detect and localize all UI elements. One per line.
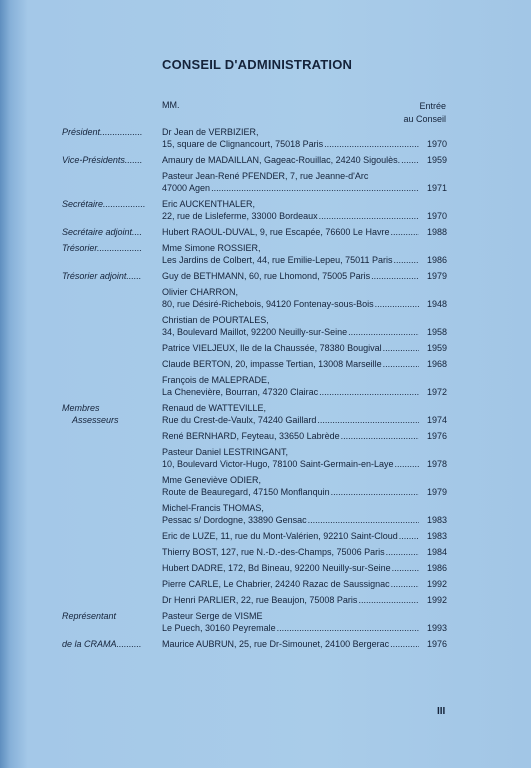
role-label: Représentant (62, 611, 117, 621)
member-row (0, 562, 531, 574)
entry-line (162, 610, 447, 622)
member-row (0, 226, 531, 238)
member-name: Thierry BOST, 127, rue N.-D.-des-Champs, 75006 Paris (162, 547, 385, 557)
entry-year: 1948 (426, 299, 447, 309)
member-entry (162, 402, 447, 426)
entry-year: 1983 (426, 515, 447, 525)
dot-leader (394, 458, 419, 470)
entry-year: 1959 (426, 155, 447, 165)
entry-year: 1992 (426, 579, 447, 589)
member-name: Pasteur Daniel LESTRINGANT, (162, 447, 289, 457)
member-name: Patrice VIELJEUX, Ile de la Chaussée, 78380 Bougival (162, 343, 382, 353)
member-name: François de MALEPRADE, (162, 375, 270, 385)
member-name: Eric AUCKENTHALER, (162, 199, 256, 209)
member-row (0, 358, 531, 370)
dot-leader (392, 562, 419, 574)
entry-line (162, 358, 447, 370)
dot-leader (331, 486, 419, 498)
mm-heading: MM. (162, 100, 180, 110)
entry-line (162, 286, 447, 298)
entry-line (162, 154, 447, 166)
entry-year: 1976 (426, 639, 447, 649)
row-gap (0, 650, 531, 654)
entry-year: 1978 (426, 459, 447, 469)
dot-leader (211, 182, 419, 194)
member-entry (162, 342, 447, 354)
member-row (0, 126, 531, 150)
member-name: Claude BERTON, 20, impasse Tertian, 13008 Marseille (162, 359, 382, 369)
member-row (0, 446, 531, 470)
entry-line (162, 514, 447, 526)
entry-year: 1986 (426, 563, 447, 573)
member-row (0, 546, 531, 558)
member-address: 22, rue de Lisleferme, 33000 Bordeaux (162, 211, 318, 221)
member-name: Mme Geneviève ODIER, (162, 475, 262, 485)
member-row (0, 430, 531, 442)
entry-line (162, 402, 447, 414)
entry-line (162, 182, 447, 194)
dot-leader (317, 414, 419, 426)
member-entry (162, 446, 447, 470)
member-name: Christian de POURTALES, (162, 315, 269, 325)
member-name: Michel-Francis THOMAS, (162, 503, 264, 513)
entry-line (162, 530, 447, 542)
member-row (0, 170, 531, 194)
member-entry (162, 546, 447, 558)
member-name: Hubert DADRE, 172, Bd Bineau, 92200 Neuilly-sur-Seine (162, 563, 391, 573)
entry-line (162, 486, 447, 498)
member-name: Pierre CARLE, Le Chabrier, 24240 Razac de Saussignac (162, 579, 390, 589)
member-name: Olivier CHARRON, (162, 287, 239, 297)
entry-year: 1970 (426, 139, 447, 149)
member-address: 47000 Agen (162, 183, 211, 193)
entree-line-2: au Conseil (403, 114, 446, 124)
member-row (0, 198, 531, 222)
entry-line (162, 374, 447, 386)
entry-line (162, 474, 447, 486)
member-row (0, 502, 531, 526)
member-entry (162, 358, 447, 370)
member-name: Guy de BETHMANN, 60, rue Lhomond, 75005 Paris (162, 271, 371, 281)
member-address: Rue du Crest-de-Vaulx, 74240 Gaillard (162, 415, 317, 425)
entry-line (162, 562, 447, 574)
member-address: 15, square de Clignancourt, 75018 Paris (162, 139, 324, 149)
member-list (0, 126, 531, 654)
member-address: 34, Boulevard Maillot, 92200 Neuilly-sur-Seine (162, 327, 348, 337)
member-name: Mme Simone ROSSIER, (162, 243, 261, 253)
entry-line (162, 446, 447, 458)
member-entry (162, 270, 447, 282)
dot-leader (277, 622, 419, 634)
entry-line (162, 578, 447, 590)
member-entry (162, 430, 447, 442)
member-entry (162, 610, 447, 634)
member-name: Maurice AUBRUN, 25, rue Dr-Simounet, 24100 Bergerac (162, 639, 390, 649)
member-row (0, 374, 531, 398)
entry-line (162, 414, 447, 426)
member-entry (162, 502, 447, 526)
member-row (0, 242, 531, 266)
dot-leader (308, 514, 419, 526)
role-label: Trésorier.................. (62, 243, 143, 253)
page-title: CONSEIL D'ADMINISTRATION (162, 57, 353, 72)
entry-year: 1986 (426, 255, 447, 265)
role-label: Trésorier adjoint...... (62, 271, 142, 281)
member-address: 10, Boulevard Victor-Hugo, 78100 Saint-Germain-en-Laye (162, 459, 394, 469)
entry-line (162, 502, 447, 514)
entry-year: 1979 (426, 487, 447, 497)
entry-line (162, 242, 447, 254)
entry-line (162, 326, 447, 338)
entry-line (162, 622, 447, 634)
role-label: Vice-Présidents....... (62, 155, 143, 165)
dot-leader (375, 298, 419, 310)
member-entry (162, 226, 447, 238)
role-label: Membres (62, 403, 100, 413)
dot-leader (391, 578, 419, 590)
entry-line (162, 254, 447, 266)
entree-line-1: Entrée (419, 101, 446, 111)
entry-line (162, 226, 447, 238)
entry-line (162, 126, 447, 138)
member-entry (162, 562, 447, 574)
dot-leader (319, 386, 419, 398)
member-row (0, 402, 531, 426)
entry-year: 1993 (426, 623, 447, 633)
entry-year: 1972 (426, 387, 447, 397)
entry-line (162, 198, 447, 210)
entry-line (162, 210, 447, 222)
member-name: Dr Jean de VERBIZIER, (162, 127, 259, 137)
dot-leader (399, 530, 419, 542)
member-name: Pasteur Jean-René PFENDER, 7, rue Jeanne-d'Arc (162, 171, 369, 181)
entree-heading (380, 100, 446, 126)
member-row (0, 530, 531, 542)
dot-leader (358, 594, 419, 606)
dot-leader (319, 210, 419, 222)
member-entry (162, 578, 447, 590)
member-row (0, 578, 531, 590)
entry-year: 1974 (426, 415, 447, 425)
dot-leader (390, 638, 419, 650)
member-entry (162, 474, 447, 498)
member-row (0, 474, 531, 498)
member-row (0, 610, 531, 634)
entry-line (162, 342, 447, 354)
entry-year: 1979 (426, 271, 447, 281)
dot-leader (348, 326, 419, 338)
entry-line (162, 138, 447, 150)
member-address: La Chenevière, Bourran, 47320 Clairac (162, 387, 319, 397)
entry-year: 1984 (426, 547, 447, 557)
member-address: Les Jardins de Colbert, 44, rue Emilie-Lepeu, 75011 Paris (162, 255, 393, 265)
entry-line (162, 270, 447, 282)
member-row (0, 270, 531, 282)
member-entry (162, 170, 447, 194)
entry-year: 1976 (426, 431, 447, 441)
entry-year: 1992 (426, 595, 447, 605)
role-label: de la CRAMA.......... (62, 639, 142, 649)
entry-year: 1983 (426, 531, 447, 541)
entry-line (162, 386, 447, 398)
member-row (0, 638, 531, 650)
entry-line (162, 170, 447, 182)
member-entry (162, 154, 447, 166)
role-label-line-2: Assesseurs (72, 415, 119, 425)
member-entry (162, 286, 447, 310)
member-entry (162, 126, 447, 150)
dot-leader (401, 154, 419, 166)
member-row (0, 154, 531, 166)
dot-leader (371, 270, 419, 282)
entry-year: 1968 (426, 359, 447, 369)
entry-year: 1959 (426, 343, 447, 353)
entry-line (162, 314, 447, 326)
entry-year: 1988 (426, 227, 447, 237)
dot-leader (341, 430, 419, 442)
entry-line (162, 430, 447, 442)
dot-leader (393, 254, 419, 266)
member-name: René BERNHARD, Feyteau, 33650 Labrède (162, 431, 340, 441)
entry-line (162, 638, 447, 650)
member-address: Pessac s/ Dordogne, 33890 Gensac (162, 515, 307, 525)
member-name: Renaud de WATTEVILLE, (162, 403, 267, 413)
member-name: Dr Henri PARLIER, 22, rue Beaujon, 75008 Paris (162, 595, 358, 605)
member-name: Amaury de MADAILLAN, Gageac-Rouillac, 24240 Sigoulès. (162, 155, 401, 165)
role-label: Secrétaire adjoint.... (62, 227, 143, 237)
member-entry (162, 198, 447, 222)
dot-leader (386, 546, 419, 558)
member-name: Hubert RAOUL-DUVAL, 9, rue Escapée, 76600 Le Havre (162, 227, 390, 237)
role-label: Président................. (62, 127, 143, 137)
member-entry (162, 594, 447, 606)
entry-year: 1971 (426, 183, 447, 193)
member-entry (162, 374, 447, 398)
page-number: III (437, 706, 446, 717)
member-address: 80, rue Désiré-Richebois, 94120 Fontenay-sous-Bois (162, 299, 374, 309)
dot-leader (383, 358, 419, 370)
member-address: Route de Beauregard, 47150 Monflanquin (162, 487, 330, 497)
entry-line (162, 546, 447, 558)
member-row (0, 314, 531, 338)
dot-leader (383, 342, 419, 354)
entry-year: 1958 (426, 327, 447, 337)
member-entry (162, 314, 447, 338)
entry-line (162, 594, 447, 606)
member-name: Eric de LUZE, 11, rue du Mont-Valérien, 92210 Saint-Cloud (162, 531, 398, 541)
member-row (0, 286, 531, 310)
member-row (0, 594, 531, 606)
entry-year: 1970 (426, 211, 447, 221)
member-row (0, 342, 531, 354)
entry-line (162, 298, 447, 310)
dot-leader (390, 226, 419, 238)
member-entry (162, 638, 447, 650)
member-entry (162, 530, 447, 542)
member-entry (162, 242, 447, 266)
role-label: Secrétaire................. (62, 199, 146, 209)
entry-line (162, 458, 447, 470)
dot-leader (324, 138, 419, 150)
member-name: Pasteur Serge de VISME (162, 611, 263, 621)
member-address: Le Puech, 30160 Peyremale (162, 623, 276, 633)
